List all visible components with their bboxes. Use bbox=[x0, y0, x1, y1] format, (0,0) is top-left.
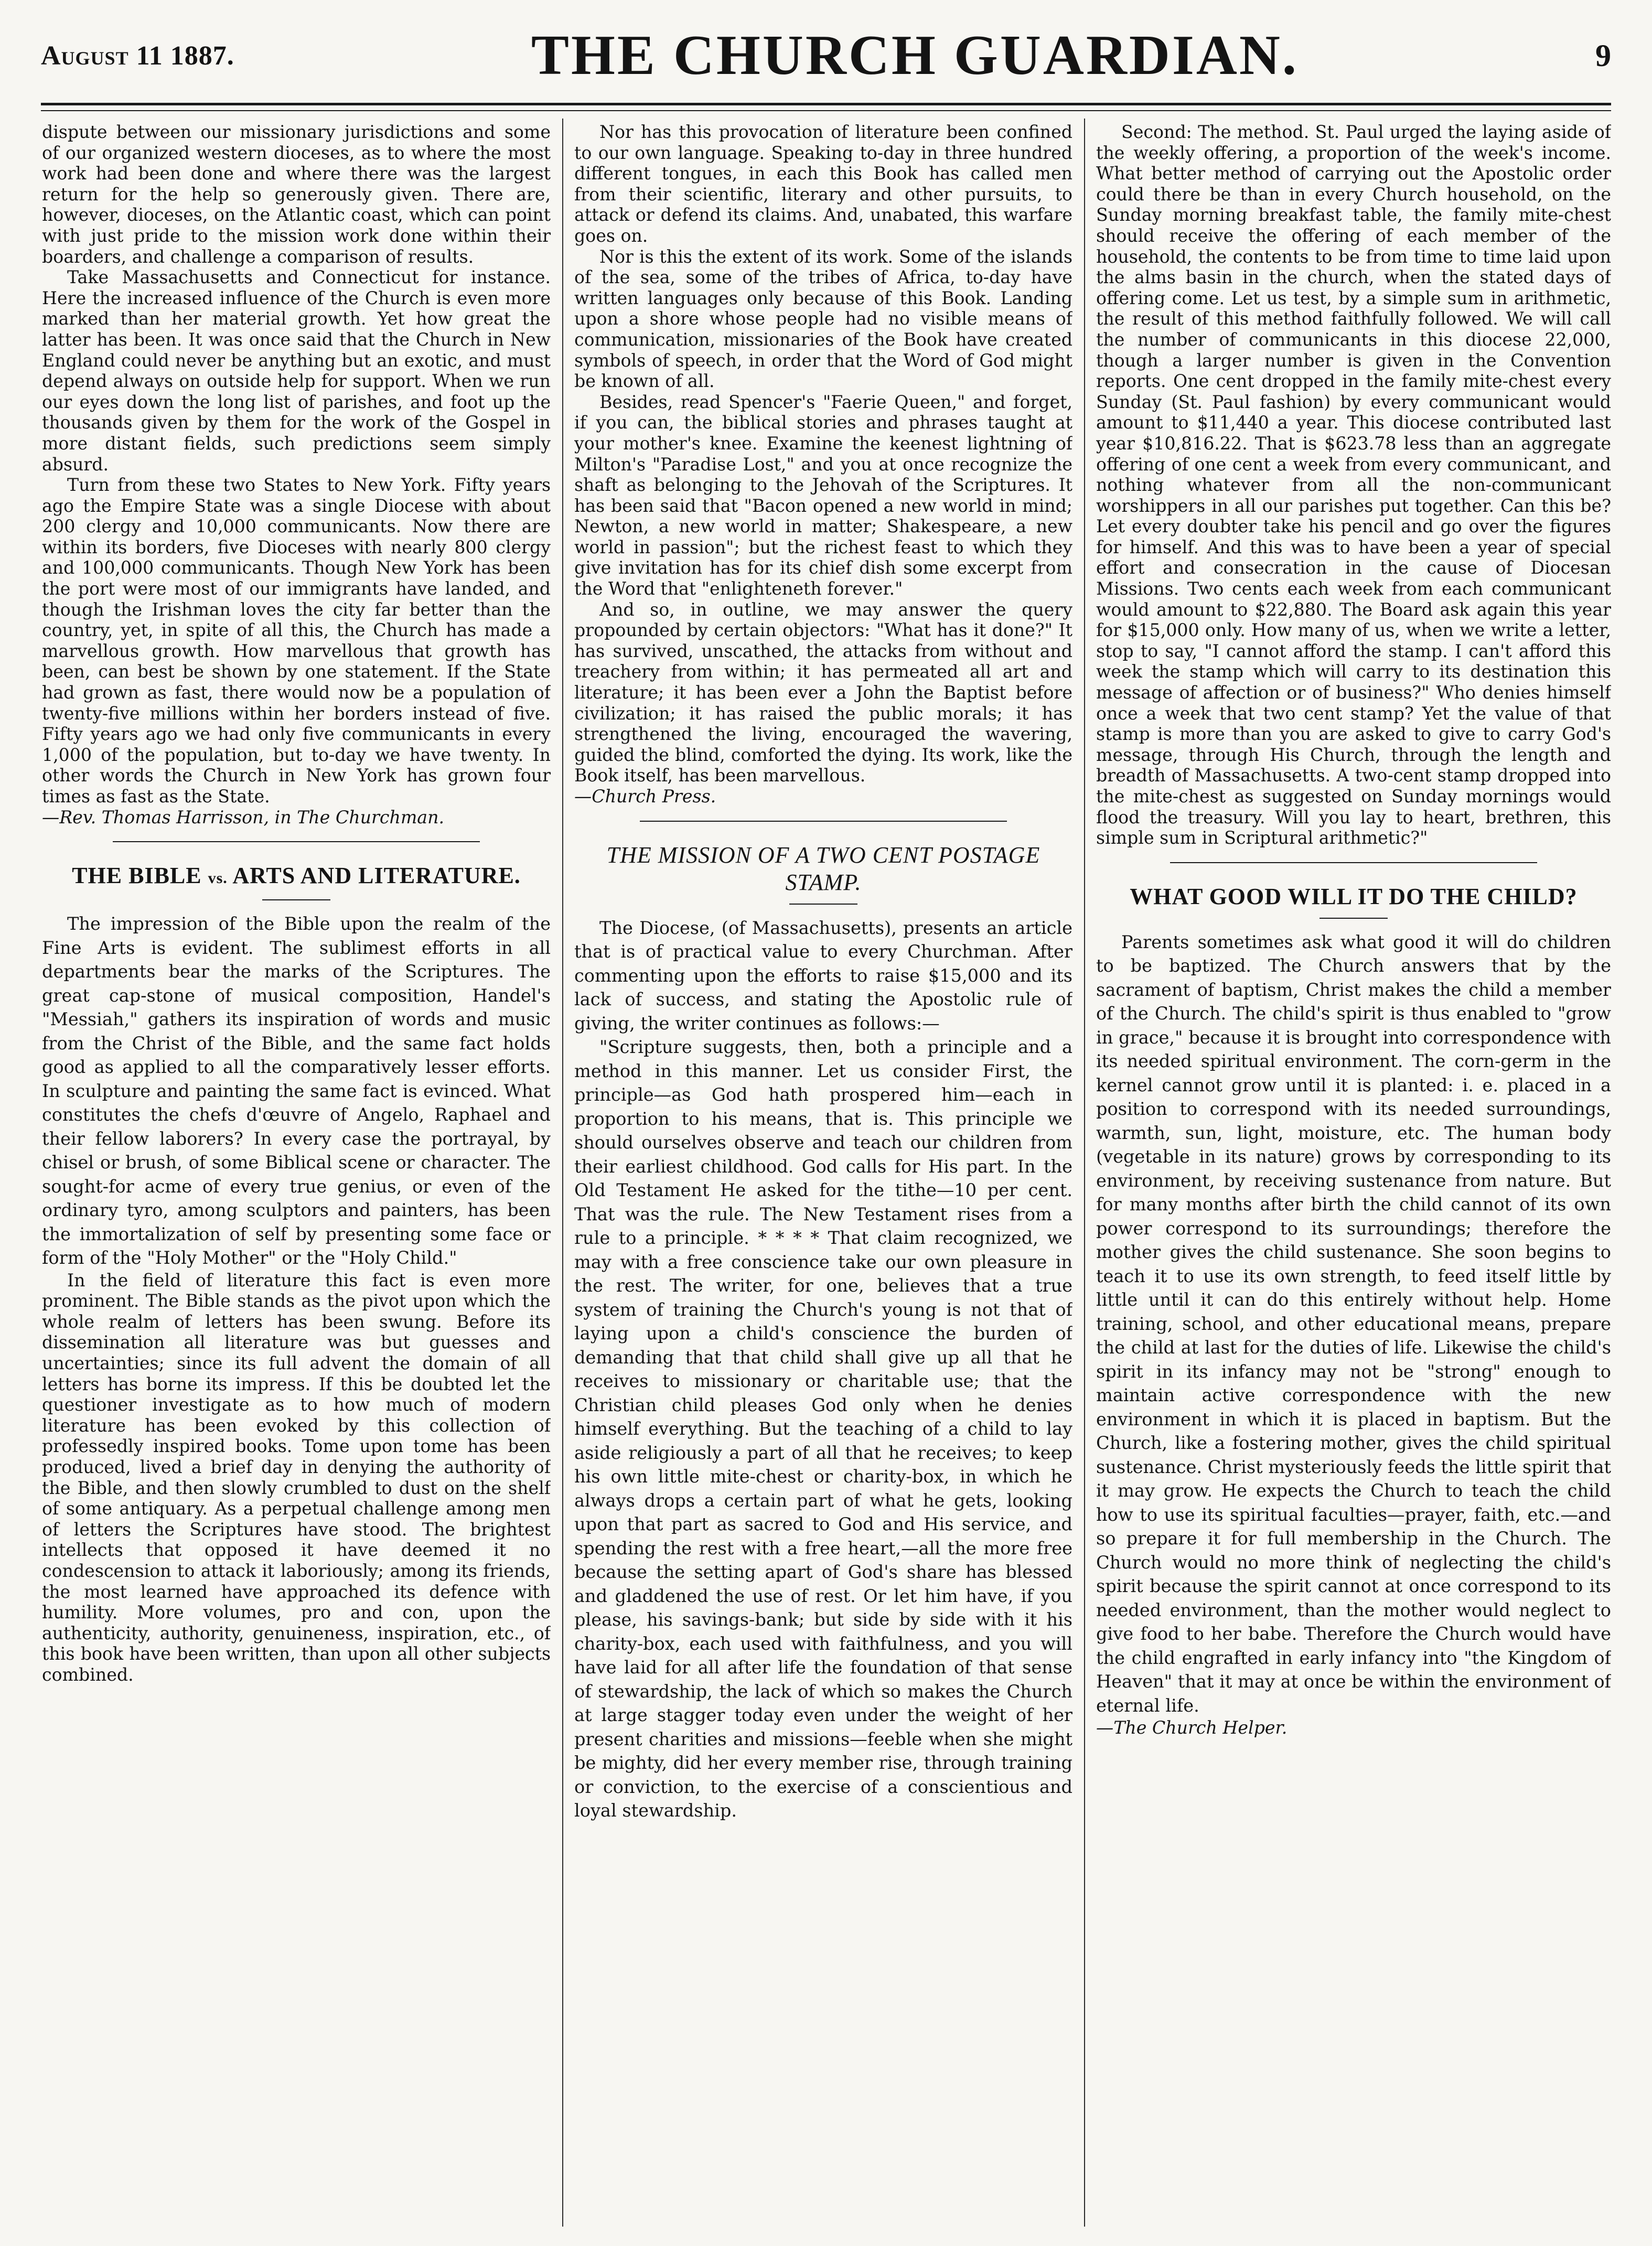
column-right bbox=[1096, 122, 1611, 2235]
article-paragraph: In the field of literature this fact is even more prominent. The Bible stands as the pivot upon which the whole realm of letters has been swung. Before its dissemination all literature was but guesses and uncertainties; since its full advent the domain of all letters has borne its impress. If this be doubted let the questioner investigate as to how much of modern literature has been evoked by this collection of professedly inspired books. Tome upon tome has been produced, lived a brief day in denying the authority of the Bible, and then slowly crumbled to dust on the shelf of some antiquary. As a perpetual challenge among men of letters the Scriptures have stood. The brightest intellects that opposed it have deemed it no condescension to attack it laboriously; among its friends, the most learned have approached its defence with humility. More volumes, pro and con, upon the authenticity, authority, genuineness, inspiration, etc., of this book have been written, than upon all other subjects combined. bbox=[42, 1270, 551, 1685]
column-left bbox=[42, 122, 551, 2235]
heading-part: THE BIBLE bbox=[72, 863, 202, 889]
article-paragraph: The impression of the Bible upon the realm of the Fine Arts is evident. The sublimest efforts in all departments bear the marks of the Scriptures. The great cap-stone of musical composition, Handel's "Messiah," gathers its inspiration of words and music from the Christ of the Bible, and the same fact holds good as applied to all the comparatively lesser efforts. In sculpture and painting the same fact is evinced. What constitutes the chefs d'œuvre of Angelo, Raphael and their fellow laborers? In every case the portrayal, by chisel or brush, of some Biblical scene or character. The sought-for acme of every true genius, or even of the ordinary tyro, among sculptors and painters, has been the immortalization of self by presenting some face or form of the "Holy Mother" or the "Holy Child." bbox=[42, 914, 551, 1269]
article-separator bbox=[640, 821, 1007, 822]
article-paragraph: dispute between our missionary jurisdictions and some of our organized western dioceses, as to where the most work had been done and where there was the largest return for the help so generously given. There are, however, dioceses, on the Atlantic coast, which can point with just pride to the mission work done within their boarders, and challenge a comparison of results. bbox=[42, 122, 551, 267]
header-rule bbox=[41, 103, 1611, 105]
heading-rule bbox=[1320, 918, 1388, 919]
header-rule-thin bbox=[41, 110, 1611, 111]
article-paragraph: Second: The method. St. Paul urged the laying aside of the weekly offering, a proportion of the week's income. What better method of carrying out the Apostolic order could there be than in every Church household, on the Sunday morning breakfast table, the family mite-chest should receive the offering of each member of the household, the contents to be from time to time laid upon the alms basin in the church, when the stated days of offering come. Let us test, by a simple sum in arithmetic, the result of this method faithfully followed. We will call the number of communicants in this diocese 22,000, though a larger number is given in the Convention reports. One cent dropped in the family mite-chest every Sunday (St. Paul fashion) by every communicant would amount to $11,440 a year. This diocese contributed last year $10,816.22. That is $623.78 less than an aggregate offering of one cent a week from every communicant, and nothing whatever from all the non-communicant worshippers in all our parishes put together. Can this be? Let every doubter take his pencil and go over the figures for himself. And this was to have been a year of special effort and consecration in the cause of Diocesan Missions. Two cents each week from each communicant would amount to $22,880. The Board ask again this year for $15,000 only. How many of us, when we write a letter, stop to say, "I cannot afford the stamp. I can't afford this week the stamp which will carry to its destination this message of affection or of business?" Who denies himself once a week that two cent stamp? Yet the value of that stamp is more than you are asked to give to carry God's message, through His Church, through the length and breadth of Massachusetts. A two-cent stamp dropped into the mite-chest as suggested on Sunday mornings would flood the treasury. Will you lay to heart, brethren, this simple sum in Scriptural arithmetic?" bbox=[1096, 122, 1611, 848]
article-heading-stamp: THE MISSION OF A TWO CENT POSTAGE STAMP. bbox=[606, 842, 1040, 895]
article-paragraph: Take Massachusetts and Connecticut for instance. Here the increased influence of the Church is even more marked than her material growth. Yet how great the latter has been. It was once said that the Church in New England could never be anything but an exotic, and must depend always on outside help for support. When we run our eyes down the long list of parishes, and foot up the thousands given by them for the work of the Gospel in more distant fields, such predictions seem simply absurd. bbox=[42, 267, 551, 475]
article-paragraph: Parents sometimes ask what good it will do children to be baptized. The Church answers that by the sacrament of baptism, Christ makes the child a member of the Church. The child's spirit is thus enabled to "grow in grace," because it is brought into correspondence with its needed spiritual environment. The corn-germ in the kernel cannot grow until it is planted: i. e. placed in a position to correspond with its needed surroundings, warmth, sun, light, moisture, etc. The human body (vegetable in its nature) grows by corresponding to its environment, by receiving sustenance from nature. But for many months after birth the child cannot of its own power correspond to its surroundings; therefore the mother gives the child sustenance. She soon begins to teach it to use its own strength, to feed itself little by little until it can do this entirely without help. Home training, school, and other educational means, prepare the child at last for the duties of life. Likewise the child's spirit in its infancy may not be "strong" enough to maintain active correspondence with the new environment in which it is placed in baptism. But the Church, like a fostering mother, gives the child spiritual sustenance. Christ mysteriously feeds the little spirit that it may grow. He expects the Church to teach the child how to use its spiritual faculties—prayer, faith, etc.—and so prepare it for full membership in the Church. The Church would no more think of neglecting the child's spirit because the spirit cannot at once correspond to its needed environment, than the mother would neglect to give food to her babe. Therefore the Church would have the child engrafted in early infancy into "the Kingdom of Heaven" that it may at once be within the environment of eternal life. bbox=[1096, 931, 1611, 1716]
article-separator bbox=[113, 841, 480, 842]
column-middle bbox=[574, 122, 1072, 2235]
page-number: 9 bbox=[1595, 38, 1611, 73]
column-divider-2 bbox=[1084, 119, 1085, 2227]
article-attribution: —Rev. Thomas Harrisson, in The Churchman. bbox=[42, 807, 445, 828]
newspaper-title: THE CHURCH GUARDIAN. bbox=[531, 24, 1299, 87]
article-paragraph: Besides, read Spencer's "Faerie Queen," and forget, if you can, the biblical stories and phrases taught at your mother's knee. Examine the keenest lightning of Milton's "Paradise Lost," and you at once recognize the shaft as belonging to the Jehovah of the Scriptures. It has been said that "Bacon opened a new world in mind; Newton, a new world in matter; Shakespeare, a new world in passion"; but the richest feast to which they give invitation has for its chief dish some excerpt from the Word that "enlighteneth forever." bbox=[574, 391, 1072, 599]
heading-part: ARTS AND LITERATURE. bbox=[232, 863, 521, 889]
masthead bbox=[41, 8, 1611, 103]
heading-rule bbox=[789, 904, 857, 905]
article-paragraph: Nor is this the extent of its work. Some of the islands of the sea, some of the tribes of Africa, to-day have written languages only because of this Book. Landing upon a shore whose people had no visible means of communication, missionaries of the Book have created symbols of speech, in order that the Word of God might be known of all. bbox=[574, 246, 1072, 392]
article-paragraph: Nor has this provocation of literature been confined to our own language. Speaking to-day in three hundred different tongues, in each this Book has called men from their scientific, literary and other pursuits, to attack or defend its claims. And, unabated, this warfare goes on. bbox=[574, 122, 1072, 246]
article-attribution: —The Church Helper. bbox=[1096, 1717, 1288, 1738]
article-attribution: —Church Press. bbox=[574, 786, 716, 807]
article-paragraph: And so, in outline, we may answer the query propounded by certain objectors: "What has it done?" It has survived, unscathed, the attacks from without and treachery from within; it has permeated all art and literature; it has been ever a John the Baptist before civilization; it has raised the public morals; it has strengthened the living, encouraged the wavering, guided the blind, comforted the dying. Its work, like the Book itself, has been marvellous. bbox=[574, 599, 1072, 786]
column-divider-1 bbox=[562, 119, 563, 2227]
heading-vs: vs. bbox=[208, 869, 228, 887]
article-paragraph: "Scripture suggests, then, both a principle and a method in this manner. Let us consider First, the principle—as God hath prospered him—each in proportion to his means, that is. This principle we should ourselves observe and teach our children from their earliest childhood. God calls for His part. In the Old Testament He asked for the tithe—10 per cent. That was the rule. The New Testament rises from a rule to a principle. * * * * That claim recognized, we may with a free conscience take our own pleasure in the rest. The writer, for one, believes that a true system of training the Church's young is not that of laying upon a child's conscience the burden of demanding that that child shall give up all that he receives to missionary or charitable use; that the Christian child pleases God only when he denies himself everything. But the teaching of a child to lay aside religiously a part of all that he receives; to keep his own little mite-chest or charity-box, in which he always drops a certain part of what he gets, looking upon that part as sacred to God and His service, and spending the rest with a free heart,—all the more free because the setting apart of God's share has blessed and gladdened the use of rest. Or let him have, if you please, his savings-bank; but side by side with it his charity-box, each used with faithfulness, and you will have laid for all after life the foundation of that sense of stewardship, the lack of which so makes the Church at large stagger today even under the weight of her present charities and missions—feeble when she might be mighty, did her every member rise, through training or conviction, to the exercise of a conscientious and loyal stewardship. bbox=[574, 1037, 1072, 1821]
heading-rule bbox=[262, 899, 330, 900]
article-heading-bible bbox=[42, 862, 551, 892]
article-paragraph: The Diocese, (of Massachusetts), presents an article that is of practical value to every Churchman. After commenting upon the efforts to raise $15,000 and its lack of success, and stating the Apostolic rule of giving, the writer continues as follows:— bbox=[574, 917, 1072, 1034]
issue-date: August 11 1887. bbox=[41, 40, 234, 71]
article-separator bbox=[1170, 862, 1537, 863]
article-heading-child: WHAT GOOD WILL IT DO THE CHILD? bbox=[1130, 883, 1578, 909]
article-paragraph: Turn from these two States to New York. Fifty years ago the Empire State was a single Diocese with about 200 clergy and 10,000 communicants. Now there are within its borders, five Dioceses with nearly 800 clergy and 100,000 communicants. Though New York has been the port were most of our immigrants have landed, and though the Irishman loves the city far better than the country, yet, in spite of all this, the Church has made a marvellous growth. How marvellous that growth has been, can best be shown by one statement. If the State had grown as fast, there would now be a population of twenty-five millions within her borders instead of five. Fifty years ago we had only five communicants in every 1,000 of the population, but to-day we have twenty. In other words the Church in New York has grown four times as fast as the State. bbox=[42, 475, 551, 807]
